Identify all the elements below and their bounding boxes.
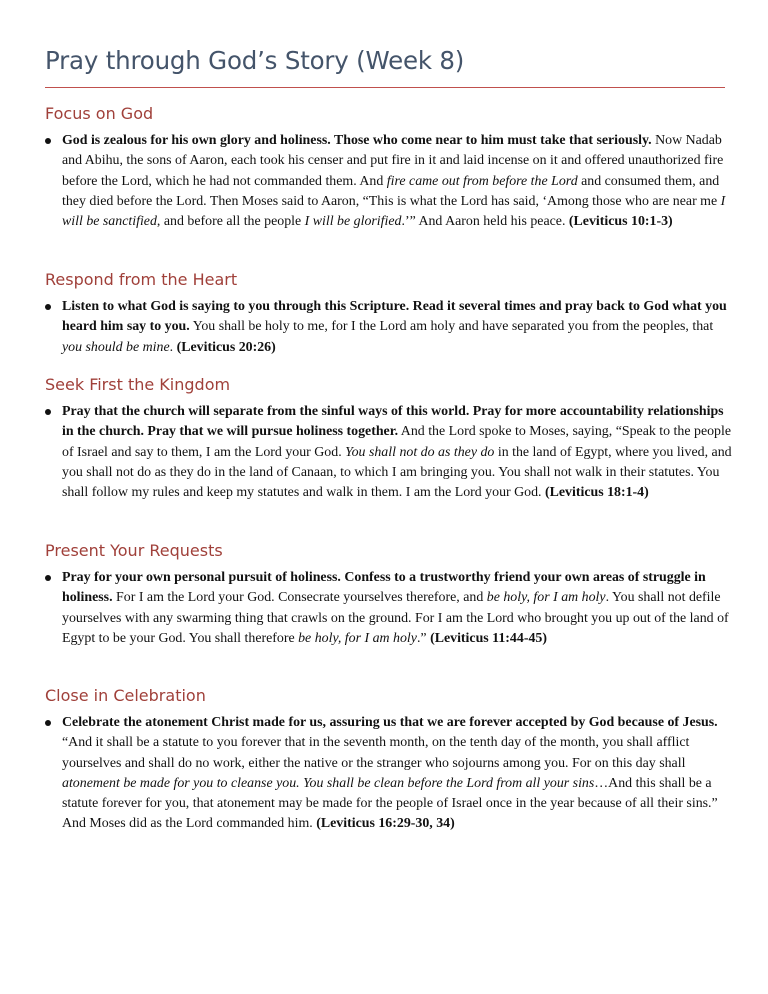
body-text: And the Lord spoke to Moses, saying, “Speak to the people of Israel and say to them, I am the Lord your God. bbox=[62, 424, 732, 460]
section-paragraph bbox=[62, 297, 735, 358]
body-text: For I am the Lord your God. Consecrate yourselves therefore, and bbox=[112, 590, 487, 606]
section-paragraph bbox=[62, 131, 735, 232]
section-body-close-in-celebration bbox=[45, 713, 735, 835]
body-text: and consumed them, and they died before the Lord. Then Moses said to Aaron, “This is what the Lord has said, ‘Among those who are near me bbox=[62, 173, 721, 209]
body-text: …And this shall be a statute forever for you, that atonement may be made for the people of Israel once in the year because of all their sins.” And Moses did as the Lord commanded him. bbox=[62, 775, 718, 832]
body-text: Now Nadab and Abihu, the sons of Aaron, each took his censer and put fire in it and laid incense on it and offered unauthorized fire before the Lord, which he had not commanded them. And bbox=[62, 133, 724, 189]
bullet-icon bbox=[45, 720, 51, 726]
scripture-reference: (Leviticus 11:44-45) bbox=[430, 630, 547, 646]
emphasis-text: fire came out from before the Lord bbox=[386, 173, 578, 189]
body-text: .” bbox=[416, 630, 431, 646]
section-paragraph bbox=[62, 713, 735, 835]
emphasis-text: I will be glorified bbox=[304, 214, 402, 230]
scripture-reference: (Leviticus 10:1-3) bbox=[568, 214, 673, 230]
section-body-present-your-requests bbox=[45, 568, 735, 649]
body-text: .’” And Aaron held his peace. bbox=[401, 214, 569, 230]
lead-text: Listen to what God is saying to you through this Scripture. Read it several times and pray back to God what you heard him say to you. bbox=[62, 299, 727, 335]
section-heading-focus-on-god: Focus on God bbox=[45, 104, 154, 123]
section-heading-seek-first-the-kingdom: Seek First the Kingdom bbox=[45, 375, 231, 394]
emphasis-text: you should be mine bbox=[62, 339, 170, 355]
scripture-reference: (Leviticus 16:29-30, 34) bbox=[316, 816, 455, 832]
title-divider bbox=[45, 87, 725, 88]
body-text: . You shall not defile yourselves with any swarming thing that crawls on the ground. For I am the Lord who brought you up out of the land of Egypt to be your God. You shall therefore bbox=[62, 590, 729, 646]
section-body-focus-on-god bbox=[45, 131, 735, 232]
lead-text: God is zealous for his own glory and holiness. Those who come near to him must take that seriously. bbox=[62, 133, 652, 148]
bullet-icon bbox=[45, 138, 51, 144]
section-heading-close-in-celebration: Close in Celebration bbox=[45, 686, 206, 705]
body-text: in the land of Egypt, where you lived, and you shall not do as they do in the land of Canaan, to which I am bringing you. You shall not walk in their statutes. You shall follow my rules and keep my statutes and walk in them. I am the Lord your God. bbox=[62, 444, 732, 501]
section-paragraph bbox=[62, 568, 735, 649]
emphasis-text: I will be sanctified bbox=[62, 193, 726, 230]
emphasis-text: atonement be made for you to cleanse you. You shall be clean before the Lord from all your sins bbox=[62, 775, 595, 791]
lead-text: Pray for your own personal pursuit of holiness. Confess to a trustworthy friend your own areas of struggle in holiness. bbox=[62, 570, 706, 606]
lead-text: Pray that the church will separate from the sinful ways of this world. Pray for more accountability relationships in the church. Pray that we will pursue holiness together. bbox=[62, 404, 724, 440]
bullet-icon bbox=[45, 409, 51, 415]
bullet-icon bbox=[45, 575, 51, 581]
emphasis-text: You shall not do as they do bbox=[345, 444, 495, 460]
body-text: . bbox=[169, 339, 177, 355]
section-body-respond-from-the-heart bbox=[45, 297, 735, 358]
section-heading-respond-from-the-heart: Respond from the Heart bbox=[45, 270, 238, 289]
lead-text: Celebrate the atonement Christ made for us, assuring us that we are forever accepted by God because of Jesus. bbox=[62, 715, 718, 730]
emphasis-text: be holy, for I am holy bbox=[298, 630, 417, 646]
section-paragraph bbox=[62, 402, 735, 503]
body-text: You shall be holy to me, for I the Lord am holy and have separated you from the peoples, that bbox=[189, 319, 714, 335]
bullet-icon bbox=[45, 304, 51, 310]
section-heading-present-your-requests: Present Your Requests bbox=[45, 541, 223, 560]
emphasis-text: be holy, for I am holy bbox=[486, 590, 606, 606]
scripture-reference: (Leviticus 18:1-4) bbox=[544, 485, 649, 501]
scripture-reference: (Leviticus 20:26) bbox=[176, 339, 276, 355]
section-body-seek-first-the-kingdom bbox=[45, 402, 735, 503]
body-text: “And it shall be a statute to you forever that in the seventh month, on the tenth day of the month, you shall afflict yourselves and shall do no work, either the native or the stranger who sojourns among you. For on this day shall bbox=[62, 735, 690, 771]
page-title: Pray through God’s Story (Week 8) bbox=[45, 46, 465, 75]
body-text: , and before all the people bbox=[156, 214, 305, 230]
